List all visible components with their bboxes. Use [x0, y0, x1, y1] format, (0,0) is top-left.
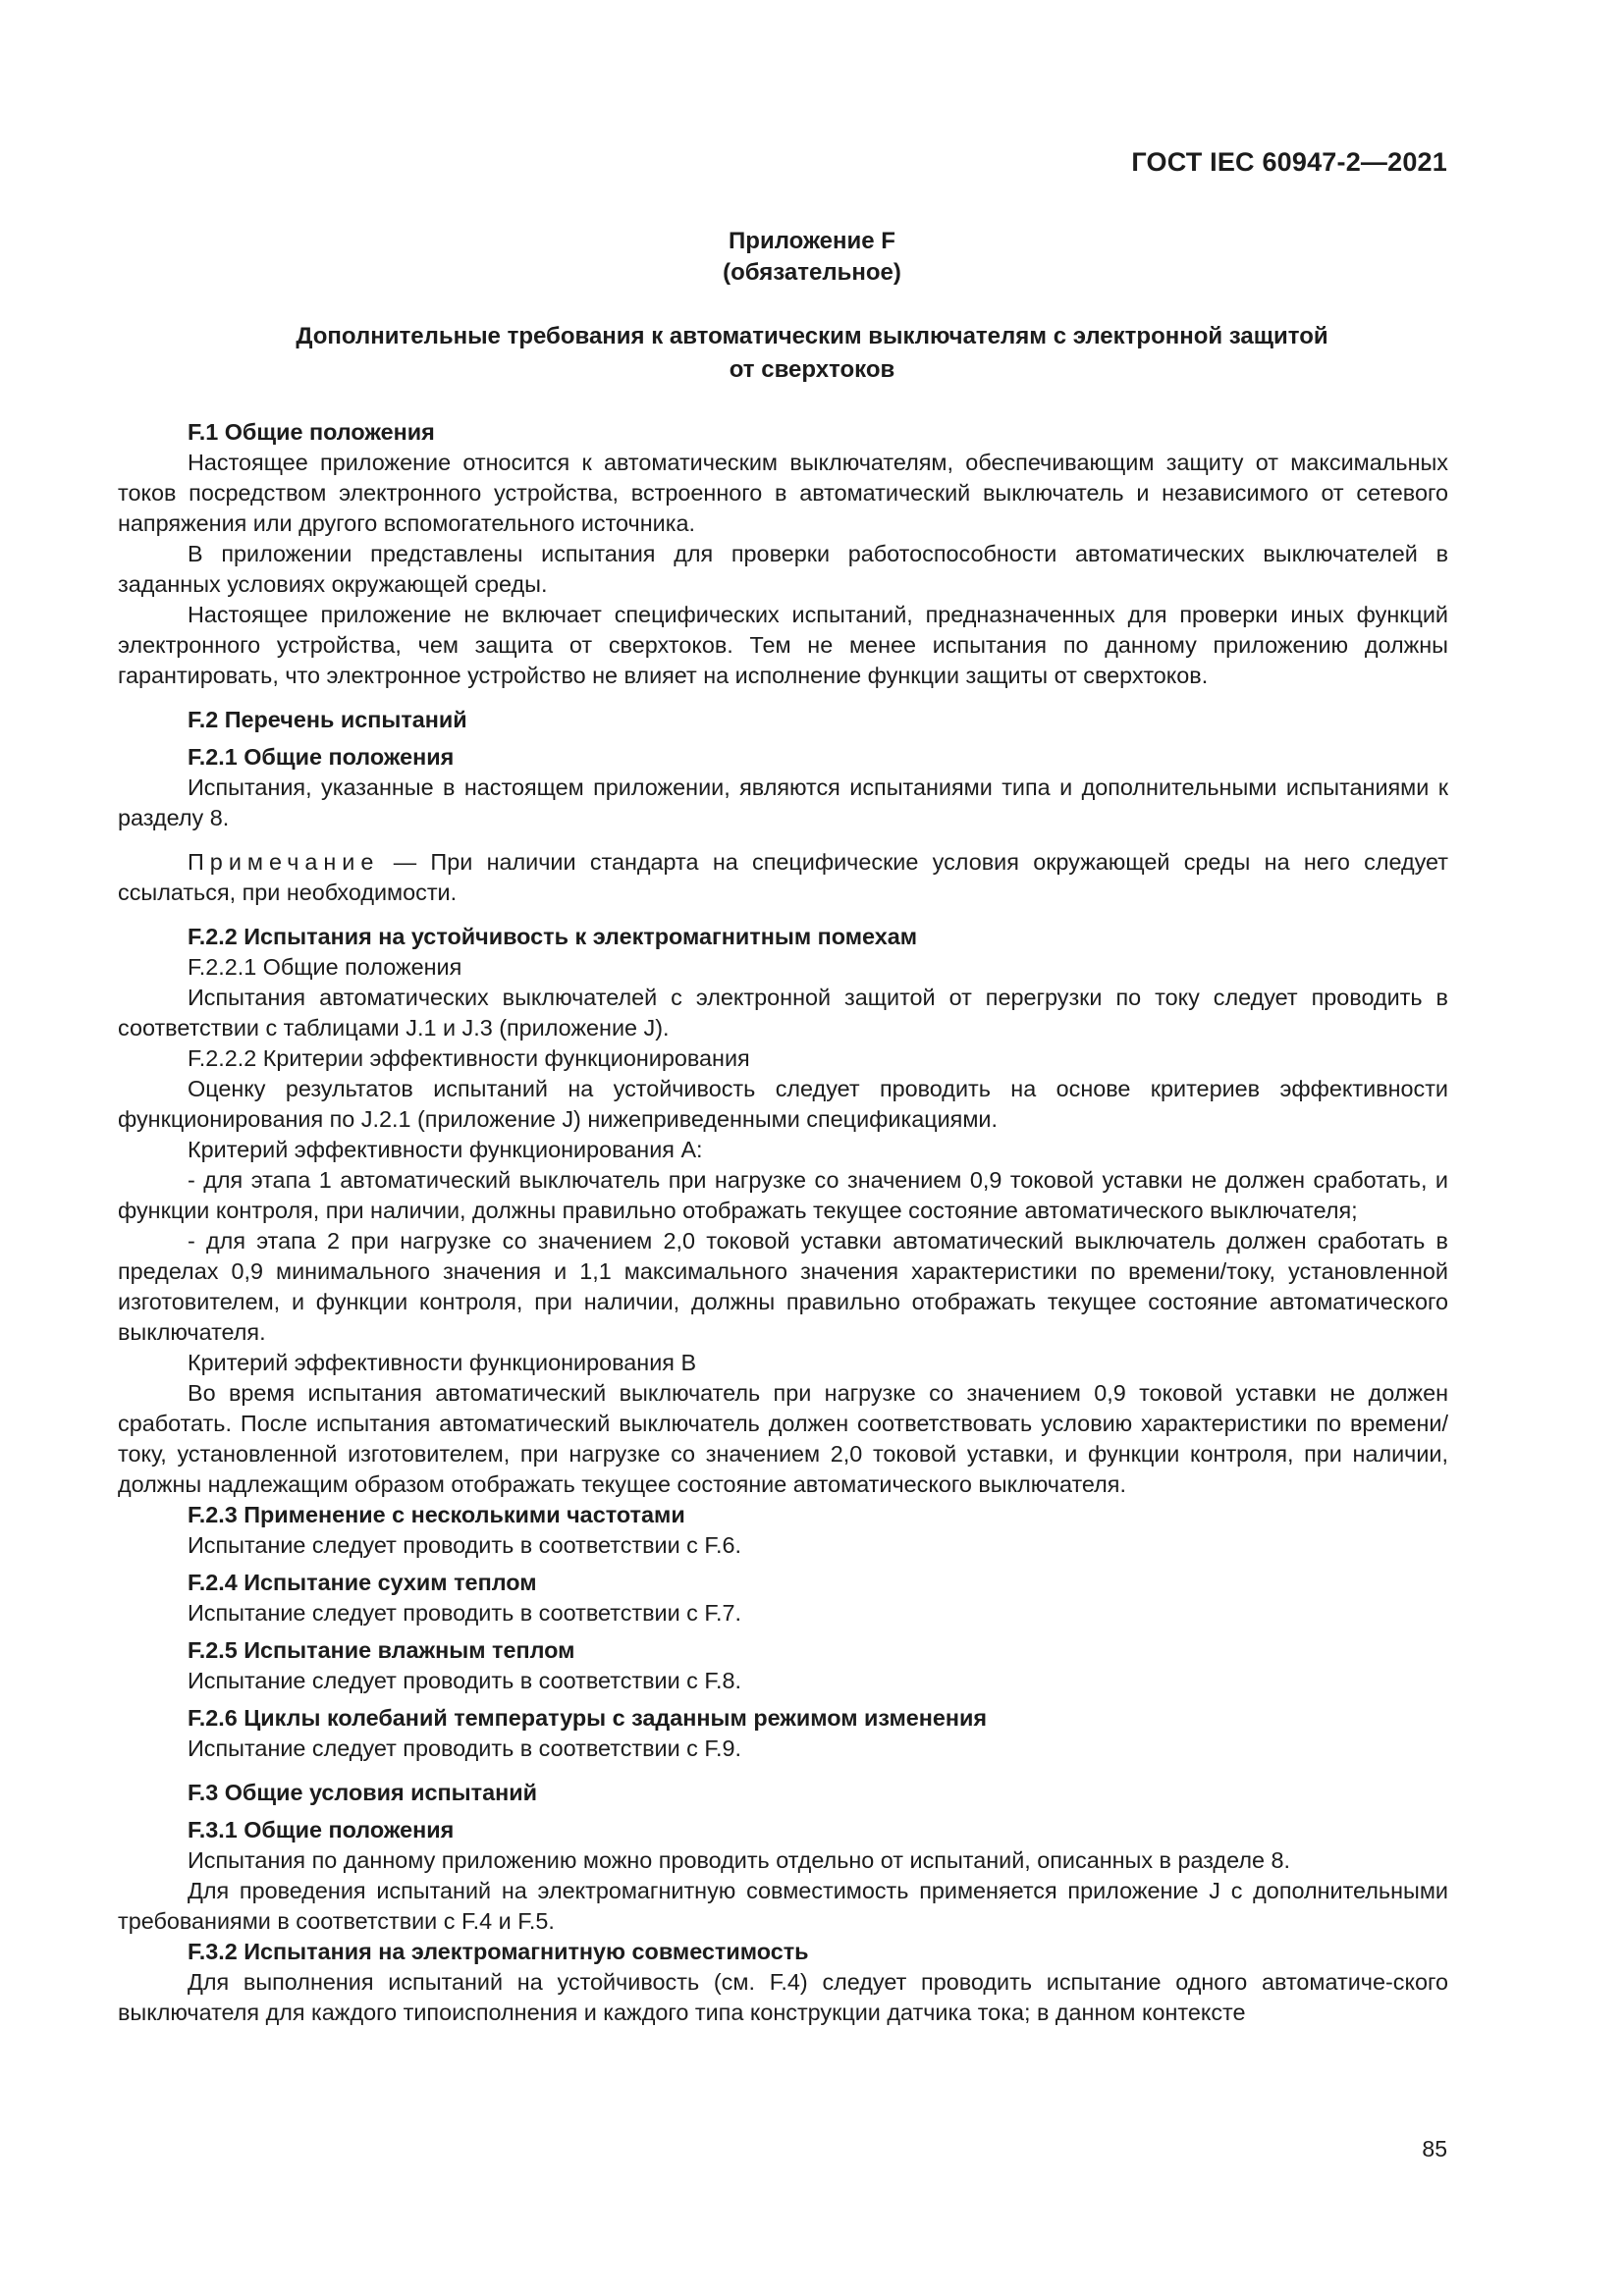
standard-designation: ГОСТ IEC 60947-2—2021	[1131, 147, 1447, 177]
annex-status: (обязательное)	[723, 259, 901, 286]
note	[118, 847, 1448, 908]
subsection-heading-f21: F.2.1 Общие положения	[188, 744, 455, 770]
paragraph: Настоящее приложение относится к автоматическим выключателям, обеспечивающим защиту от максимальных токов посредством электронного устройства, встроенного в автоматический выключатель и независимого от сетевого напряжения или другого вспомогательного источника.	[118, 450, 1448, 536]
paragraph: Испытания по данному приложению можно проводить отдельно от испытаний, описанных в разделе 8.	[188, 1847, 1290, 1873]
criterion-a-title: Критерий эффективности функционирования A:	[188, 1137, 703, 1162]
criterion-b-title: Критерий эффективности функционирования B	[188, 1350, 697, 1375]
paragraph: Оценку результатов испытаний на устойчивость следует проводить на основе критериев эффективности функционирования по J.2.1 (приложение J) нижеприведенными спецификациями.	[118, 1076, 1448, 1132]
paragraph: Испытания, указанные в настоящем приложении, являются испытаниями типа и дополнительными испытаниями к разделу 8.	[118, 774, 1448, 830]
paragraph: Испытание следует проводить в соответствии с F.9.	[188, 1735, 742, 1761]
section-heading-f3: F.3 Общие условия испытаний	[188, 1780, 537, 1805]
paragraph: Испытание следует проводить в соответствии с F.6.	[188, 1532, 742, 1558]
clause-heading-f222: F.2.2.2 Критерии эффективности функционирования	[188, 1045, 750, 1071]
paragraph: Испытания автоматических выключателей с электронной защитой от перегрузки по току следует проводить в соответствии с таблицами J.1 и J.3 (приложение J).	[118, 985, 1448, 1041]
subsection-heading-f25: F.2.5 Испытание влажным теплом	[188, 1637, 575, 1663]
section-heading-f2: F.2 Перечень испытаний	[188, 707, 467, 732]
annex-heading-line2: от сверхтоков	[729, 356, 895, 383]
paragraph: Для выполнения испытаний на устойчивость (см. F.4) следует проводить испытание одного автоматиче-ского выключателя для каждого типоисполнения и каждого типа конструкции датчика тока; в данном контексте	[118, 1969, 1448, 2025]
page-number: 85	[1422, 2136, 1447, 2162]
note-label: Примечание	[188, 849, 380, 875]
paragraph: Для проведения испытаний на электромагнитную совместимость применяется приложение J с дополнительными требованиями в соответствии с F.4 и F.5.	[118, 1878, 1448, 1934]
section-heading-f1: F.1 Общие положения	[188, 419, 435, 445]
paragraph: Испытание следует проводить в соответствии с F.7.	[188, 1600, 742, 1626]
subsection-heading-f23: F.2.3 Применение с несколькими частотами	[188, 1502, 685, 1527]
list-item: - для этапа 1 автоматический выключатель при нагрузке со значением 0,9 токовой уставки не должен сработать, и функции контроля, при наличии, должны правильно отображать текущее состояние автоматического выключателя;	[118, 1167, 1448, 1223]
subsection-heading-f22: F.2.2 Испытания на устойчивость к электромагнитным помехам	[188, 924, 918, 949]
subsection-heading-f32: F.3.2 Испытания на электромагнитную совместимость	[188, 1939, 809, 1964]
paragraph: Испытание следует проводить в соответствии с F.8.	[188, 1668, 742, 1693]
annex-title: Приложение F	[729, 228, 895, 254]
clause-heading-f221: F.2.2.1 Общие положения	[188, 954, 462, 980]
paragraph: Настоящее приложение не включает специфических испытаний, предназначенных для проверки иных функций электронного устройства, чем защита от сверхтоков. Тем не менее испытания по данному приложению должны гарантировать, что электронное устройство не влияет на исполнение функции защиты от сверхтоков.	[118, 602, 1448, 688]
paragraph: В приложении представлены испытания для проверки работоспособности автоматических выключателей в заданных условиях окружающей среды.	[118, 541, 1448, 597]
subsection-heading-f24: F.2.4 Испытание сухим теплом	[188, 1570, 537, 1595]
note-text: — При наличии стандарта на специфические условия окружающей среды на него следует ссылаться, при необходимости.	[118, 849, 1448, 905]
subsection-heading-f26: F.2.6 Циклы колебаний температуры с заданным режимом изменения	[188, 1705, 988, 1731]
list-item: - для этапа 2 при нагрузке со значением 2,0 токовой уставки автоматический выключатель должен сработать в пределах 0,9 минимального значения и 1,1 максимального значения характеристики по времени/току, установленной изготовителем, и функции контроля, при наличии, должны правильно отображать текущее состояние автоматического выключателя.	[118, 1228, 1448, 1345]
annex-heading-line1: Дополнительные требования к автоматическим выключателям с электронной защитой	[296, 323, 1328, 349]
document-body	[118, 417, 1448, 2028]
subsection-heading-f31: F.3.1 Общие положения	[188, 1817, 455, 1842]
paragraph: Во время испытания автоматический выключатель при нагрузке со значением 0,9 токовой уставки не должен сработать. После испытания автоматический выключатель должен соответствовать условию характеристики по времени/току, установленной изготовителем, при нагрузке со значением 2,0 токовой уставки, и функции контроля, при наличии, должны надлежащим образом отображать текущее состояние автоматического выключателя.	[118, 1380, 1448, 1497]
